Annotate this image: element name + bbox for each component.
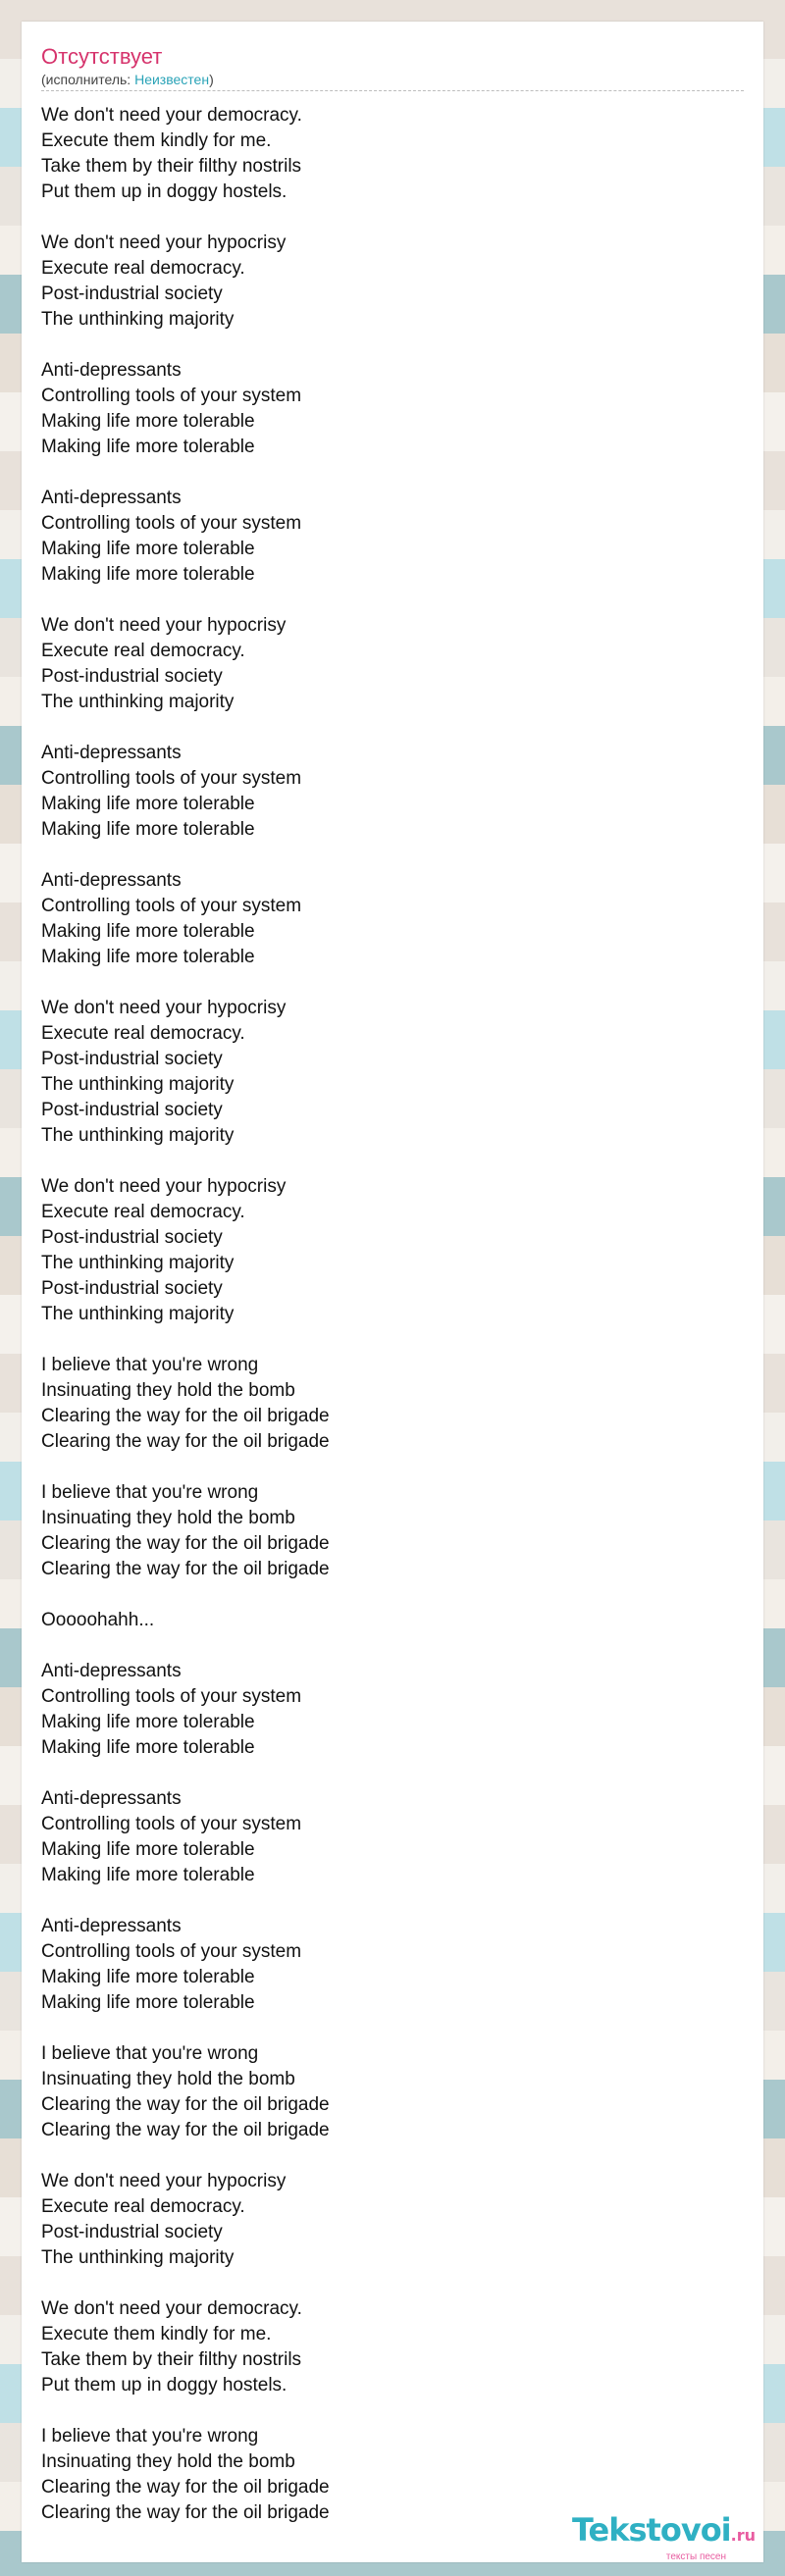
artist-line bbox=[41, 71, 214, 88]
artist-link[interactable]: Неизвестен bbox=[134, 72, 210, 87]
logo-wordmark bbox=[572, 2513, 756, 2552]
title-divider bbox=[41, 90, 744, 91]
artist-suffix: ) bbox=[209, 72, 214, 87]
logo-tagline: тексты песен bbox=[665, 2551, 726, 2562]
artist-prefix: (исполнитель: bbox=[41, 72, 135, 87]
lyrics-text: We don't need your democracy. Execute them kindly for me. Take them by their filthy nostrils Put them up in doggy hostels. We don't need your hypocrisy Execute real democracy. Post-industrial society The unthinking majority Anti-depressants Controlling tools of your system Making life more tolerable Making life more tolerable Anti-depressants Controlling tools of your system Making life more tolerable Making life more tolerable We don't need your hypocrisy Execute real democracy. Post-industrial society The unthinking majority Anti-depressants Controlling tools of your system Making life more tolerable Making life more tolerable Anti-depressants Controlling tools of your system Making life more tolerable Making life more tolerable We don't need your hypocrisy Execute real democracy. Post-industrial society The unthinking majority Post-industrial society The unthinking majority We don't need your hypocrisy Execute real democracy. Post-industrial society The unthinking majority Post-industrial society The unthinking majority I believe that you're wrong Insinuating they hold the bomb Clearing the way for the oil brigade Clearing the way for the oil brigade I believe that you're wrong Insinuating they hold the bomb Clearing the way for the oil brigade Clearing the way for the oil brigade Ooooohahh... Anti-depressants Controlling tools of your system Making life more tolerable Making life more tolerable Anti-depressants Controlling tools of your system Making life more tolerable Making life more tolerable Anti-depressants Controlling tools of your system Making life more tolerable Making life more tolerable I believe that you're wrong Insinuating they hold the bomb Clearing the way for the oil brigade Clearing the way for the oil brigade We don't need your hypocrisy Execute real democracy. Post-industrial society The unthinking majority We don't need your democracy. Execute them kindly for me. Take them by their filthy nostrils Put them up in doggy hostels. I believe that you're wrong Insinuating they hold the bomb Clearing the way for the oil brigade Clearing the way for the oil brigade bbox=[41, 105, 330, 2523]
logo-suffix: .ru bbox=[730, 2526, 756, 2545]
site-logo[interactable] bbox=[572, 2513, 756, 2562]
logo-name: Tekstovoi bbox=[571, 2511, 731, 2549]
page-title: Отсутствует bbox=[41, 44, 163, 69]
